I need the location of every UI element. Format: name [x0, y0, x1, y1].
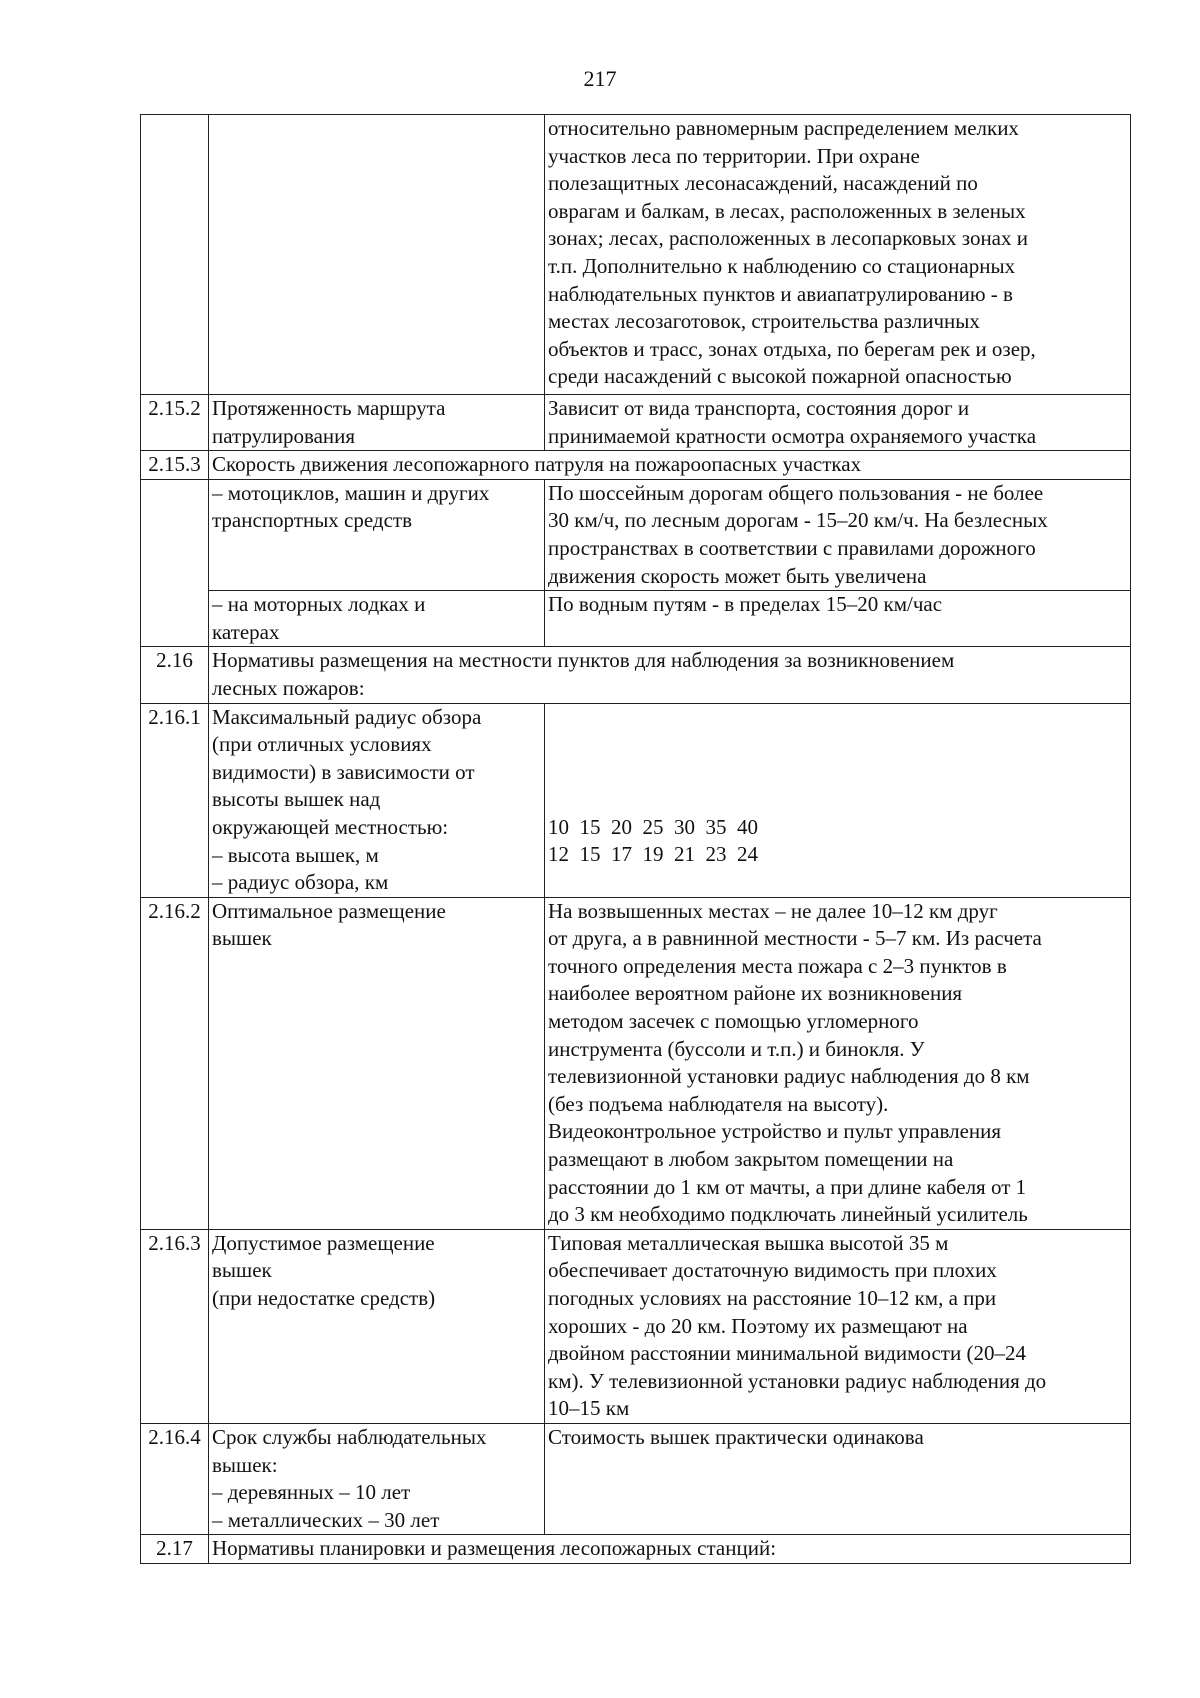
- row-number-cell: [141, 115, 209, 395]
- row-number-cell: 2.16.1: [141, 703, 209, 897]
- row-name-cell: Допустимое размещение вышек (при недостатке средств): [209, 1229, 545, 1423]
- row-name-cell: Срок службы наблюдательных вышек: – деревянных – 10 лет – металлических – 30 лет: [209, 1423, 545, 1534]
- row-value-cell: относительно равномерным распределением мелких участков леса по территории. При охране полезащитных лесонасаждений, насаждений по оврагам и балкам, в лесах, расположенных в зеленых зонах; лесах, расположенных в лесопарковых зонах и т.п. Дополнительно к наблюдению со стационарных наблюдательных пунктов и авиапатрулированию - в местах лесозаготовок, строительства различных объектов и трасс, зонах отдыха, по берегам рек и озер, среди насаждений с высокой пожарной опасностью: [545, 115, 1131, 395]
- row-value-cell: На возвышенных местах – не далее 10–12 км друг от друга, а в равнинной местности - 5–7 км. Из расчета точного определения места пожара с 2–3 пунктов в наиболее вероятном районе их возникновения методом засечек с помощью угломерного инструмента (буссоли и т.п.) и бинокля. У телевизионной установки радиус наблюдения до 8 км (без подъема наблюдателя на высоту). Видеоконтрольное устройство и пульт управления размещают в любом закрытом помещении на расстоянии до 1 км от мачты, а при длине кабеля от 1 до 3 км необходимо подключать линейный усилитель: [545, 897, 1131, 1229]
- row-value-cell: Типовая металлическая вышка высотой 35 м обеспечивает достаточную видимость при плохих погодных условиях на расстояние 10–12 км, а при хороших - до 20 км. Поэтому их размещают на двойном расстоянии минимальной видимости (20–24 км). У телевизионной установки радиус наблюдения до 10–15 км: [545, 1229, 1131, 1423]
- row-number-cell: 2.16.3: [141, 1229, 209, 1423]
- norms-table: [140, 114, 1131, 1564]
- row-number-cell: [141, 479, 209, 647]
- row-heading-cell: Нормативы планировки и размещения лесопожарных станций:: [209, 1535, 1131, 1564]
- table-row: [141, 647, 1131, 703]
- row-name-cell: [209, 115, 545, 395]
- row-value-cell: Стоимость вышек практически одинакова: [545, 1423, 1131, 1534]
- table-row: [141, 1535, 1131, 1564]
- row-name-cell: Оптимальное размещение вышек: [209, 897, 545, 1229]
- table-row: [141, 703, 1131, 897]
- table-row: [141, 115, 1131, 395]
- table-row: [141, 897, 1131, 1229]
- row-value-cell: [545, 703, 1131, 897]
- row-number-cell: 2.15.2: [141, 395, 209, 451]
- row-number-cell: 2.16: [141, 647, 209, 703]
- row-name-cell: Протяженность маршрута патрулирования: [209, 395, 545, 451]
- row-value-cell: По водным путям - в пределах 15–20 км/час: [545, 591, 1131, 647]
- row-heading-cell: Нормативы размещения на местности пунктов для наблюдения за возникновением лесных пожаров:: [209, 647, 1131, 703]
- row-number-cell: 2.16.2: [141, 897, 209, 1229]
- row-name-cell: – мотоциклов, машин и других транспортных средств: [209, 479, 545, 590]
- row-number-cell: 2.15.3: [141, 451, 209, 480]
- view-radii: 12 15 17 19 21 23 24: [548, 842, 758, 867]
- row-value-cell: По шоссейным дорогам общего пользования - не более 30 км/ч, по лесным дорогам - 15–20 км/ч. На безлесных пространствах в соответствии с правилами дорожного движения скорость может быть увеличена: [545, 479, 1131, 590]
- row-name-cell: – на моторных лодках и катерах: [209, 591, 545, 647]
- row-number-cell: 2.17: [141, 1535, 209, 1564]
- row-name-cell: Максимальный радиус обзора (при отличных условиях видимости) в зависимости от высоты вышек над окружающей местностью: – высота вышек, м – радиус обзора, км: [209, 703, 545, 897]
- row-number-cell: 2.16.4: [141, 1423, 209, 1534]
- table-row: [141, 451, 1131, 480]
- table-row: [141, 1229, 1131, 1423]
- table-row: [141, 479, 1131, 590]
- table-row: [141, 1423, 1131, 1534]
- row-heading-cell: Скорость движения лесопожарного патруля на пожароопасных участках: [209, 451, 1131, 480]
- table-row: [141, 395, 1131, 451]
- page-number: 217: [583, 66, 617, 91]
- table-row: [141, 591, 1131, 647]
- tower-heights: 10 15 20 25 30 35 40: [548, 814, 758, 839]
- row-value-cell: Зависит от вида транспорта, состояния дорог и принимаемой кратности осмотра охраняемого участка: [545, 395, 1131, 451]
